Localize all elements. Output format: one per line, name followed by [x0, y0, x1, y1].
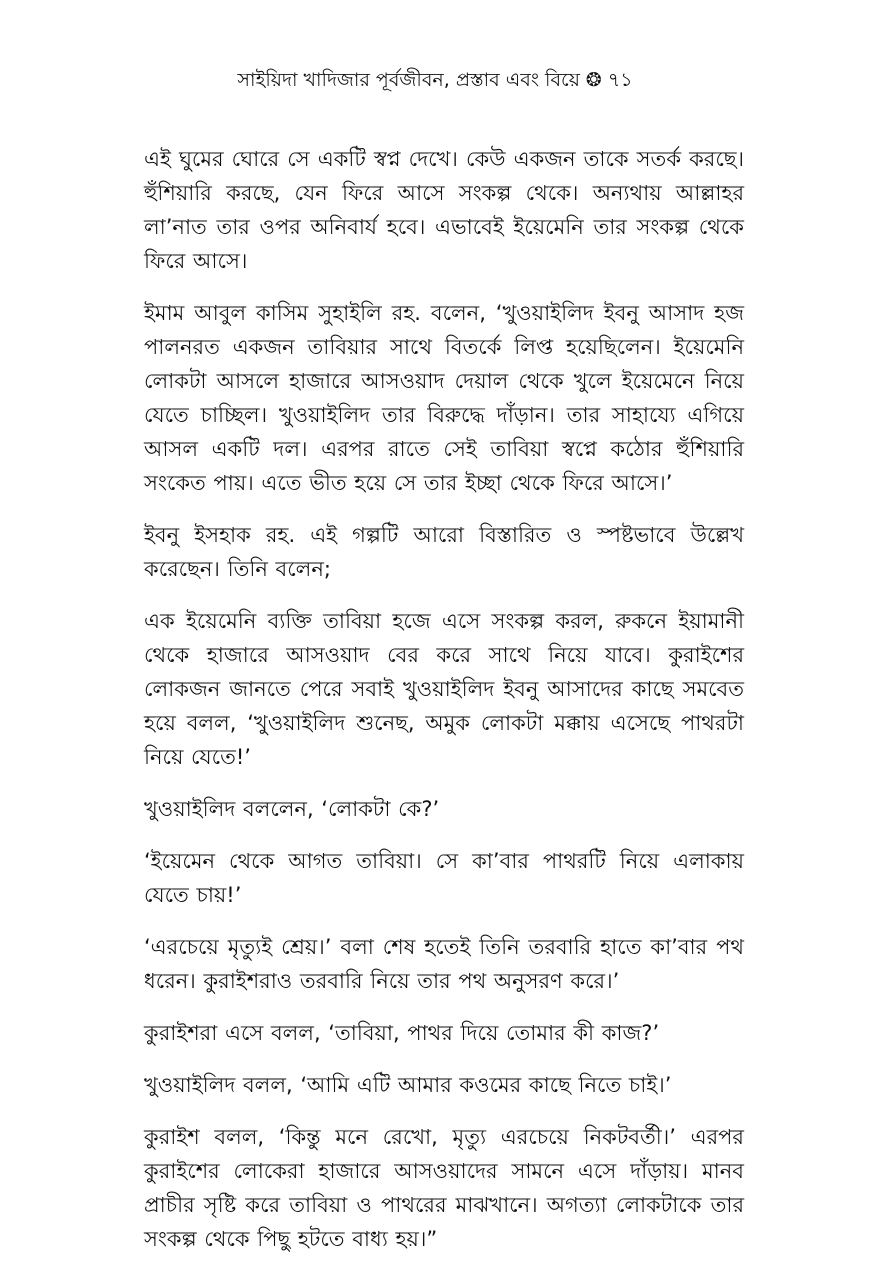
body-text — [144, 142, 744, 1274]
paragraph-dream-warning: এই ঘুমের ঘোরে সে একটি স্বপ্ন দেখে। কেউ একজন তাকে সতর্ক করছে। হুঁশিয়ারি করছে, যেন ফিরে আসে সংকল্প থেকে। অন্যথায় আল্লাহর লা’নাত তার ওপর অনিবার্য হবে। এভাবেই ইয়েমেনি তার সংকল্প থেকে ফিরে আসে। — [144, 147, 744, 273]
paragraph-suhaili-quote: ইমাম আবুল কাসিম সুহাইলি রহ. বলেন, ‘খুওয়াইলিদ ইবনু আসাদ হজ পালনরত একজন তাবিয়ার সাথে বিতর্কে লিপ্ত হয়েছিলেন। ইয়েমেনি লোকটা আসলে হাজারে আসওয়াদ দেয়াল থেকে খুলে ইয়েমেনে নিয়ে যেতে চাচ্ছিল। খুওয়াইলিদ তার বিরুদ্ধে দাঁড়ান। তার সাহায্যে এগিয়ে আসল একটি দল। এরপর রাতে সেই তাবিয়া স্বপ্নে কঠোর হুঁশিয়ারি সংকেত পায়। এতে ভীত হয়ে সে তার ইচ্ছা থেকে ফিরে আসে।’ — [144, 301, 744, 495]
paragraph-human-wall: কুরাইশ বলল, ‘কিন্তু মনে রেখো, মৃত্যু এরচেয়ে নিকটবর্তী।’ এরপর কুরাইশের লোকেরা হাজারে আসওয়াদের সামনে এসে দাঁড়ায়। মানব প্রাচীর সৃষ্টি করে তাবিয়া ও পাথরের মাঝখানে। অগত্যা লোকটাকে তার সংকল্প থেকে পিছু হটতে বাধ্য হয়।” — [144, 1125, 744, 1251]
paragraph-tabiya-answer: ‘ইয়েমেন থেকে আগত তাবিয়া। সে কা’বার পাথরটি নিয়ে এলাকায় যেতে চায়!’ — [144, 849, 744, 907]
paragraph-who-is-he: খুওয়াইলিদ বললেন, ‘লোকটা কে?’ — [144, 797, 440, 821]
paragraph-quraish-ask: কুরাইশরা এসে বলল, ‘তাবিয়া, পাথর দিয়ে তোমার কী কাজ?’ — [144, 1021, 660, 1045]
paragraph-reply: খুওয়াইলিদ বলল, ‘আমি এটি আমার কওমের কাছে নিতে চাই।’ — [144, 1073, 672, 1097]
paragraph-yemeni-plan: এক ইয়েমেনি ব্যক্তি তাবিয়া হজে এসে সংকল্প করল, রুকনে ইয়ামানী থেকে হাজারে আসওয়াদ বের করে সাথে নিয়ে যাবে। কুরাইশের লোকজন জানতে পেরে সবাই খুওয়াইলিদ ইবনু আসাদের কাছে সমবেত হয়ে বলল, ‘খুওয়াইলিদ শুনেছ, অমুক লোকটা মক্কায় এসেছে পাথরটা নিয়ে যেতে!’ — [144, 609, 744, 769]
running-header: সাইয়িদা খাদিজার পূর্বজীবন, প্রস্তাব এবং বিয়ে ❂ ৭১ — [237, 69, 633, 91]
paragraph-death-preferable: ‘এরচেয়ে মৃত্যুই শ্রেয়।’ বলা শেষ হতেই তিনি তরবারি হাতে কা’বার পথ ধরেন। কুরাইশরাও তরবারি নিয়ে তার পথ অনুসরণ করে।’ — [144, 935, 744, 993]
paragraph-ibn-ishaq-intro: ইবনু ইসহাক রহ. এই গল্পটি আরো বিস্তারিত ও স্পষ্টভাবে উল্লেখ করেছেন। তিনি বলেন; — [144, 523, 744, 581]
